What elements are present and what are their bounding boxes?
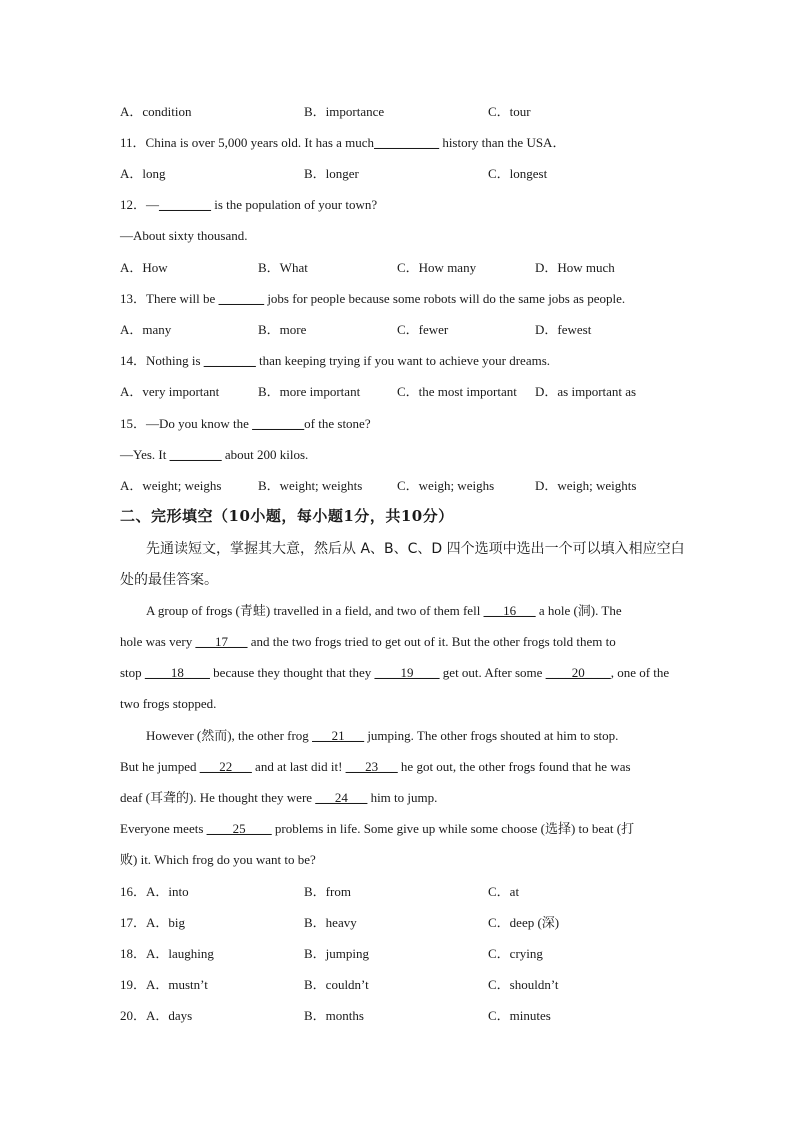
q12-blank: ________ [159, 197, 212, 212]
q12-option-c: C．How many [397, 260, 477, 275]
q18-option-c: C．crying [488, 946, 543, 961]
q11-option-b: B．longer [304, 166, 359, 181]
section-instruction: 先通读短文，掌握其大意，然后从 A、B、C、D 四个选项中选出一个可以填入相应空白 [146, 541, 685, 557]
passage-line: However (然而), the other frog ___21___ jumping. The other frogs shouted at him to stop. [146, 728, 619, 743]
passage-line: 败) it. Which frog do you want to be? [120, 852, 316, 867]
q13-option-a: A．many [120, 322, 172, 337]
q15-answer-line: —Yes. It ________ about 200 kilos. [120, 447, 309, 462]
q10-option-a: A．condition [120, 104, 192, 119]
q11-blank: __________ [374, 135, 440, 150]
q15-stem: 15．—Do you know the ________of the stone? [120, 416, 371, 431]
passage-line: Everyone meets ____25____ problems in life. Some give up while some choose (选择) to beat (打 [120, 821, 635, 836]
q16-option-b: B．from [304, 884, 351, 899]
q20-option-b: B．months [304, 1008, 364, 1023]
q17-option-b: B．heavy [304, 915, 357, 930]
q15-blank-1: ________ [252, 416, 305, 431]
q12-option-d: D．How much [535, 260, 615, 275]
q15-blank-2: ________ [169, 447, 222, 462]
blank-25: ____25____ [206, 821, 272, 836]
q12-answer-line: —About sixty thousand. [120, 228, 248, 243]
q15-option-a: A．weight; weighs [120, 478, 222, 493]
q13-blank: _______ [218, 291, 265, 306]
q12-option-b: B．What [258, 260, 308, 275]
passage-line: two frogs stopped. [120, 696, 217, 711]
blank-24: ___24___ [315, 790, 368, 805]
q15-option-b: B．weight; weights [258, 478, 363, 493]
q15-option-c: C．weigh; weighs [397, 478, 495, 493]
q17-option-a: 17．A．big [120, 915, 186, 930]
q19-option-c: C．shouldn’t [488, 977, 559, 992]
q20-option-a: 20．A．days [120, 1008, 193, 1023]
q13-option-c: C．fewer [397, 322, 449, 337]
q13-stem: 13．There will be _______ jobs for people because some robots will do the same jobs as people. [120, 291, 626, 306]
q19-option-b: B．couldn’t [304, 977, 369, 992]
q14-stem: 14．Nothing is ________ than keeping trying if you want to achieve your dreams. [120, 353, 551, 368]
q11-option-a: A．long [120, 166, 166, 181]
passage-line: A group of frogs (青蛙) travelled in a field, and two of them fell ___16___ a hole (洞). The [146, 603, 622, 618]
passage-line: stop ____18____ because they thought that they ____19____ get out. After some ____20____, one of the [120, 665, 670, 680]
section-instruction-continued: 处的最佳答案。 [120, 572, 218, 588]
blank-19: ____19____ [374, 665, 440, 680]
q16-option-a: 16．A．into [120, 884, 189, 899]
q11-stem: 11．China is over 5,000 years old. It has a much__________ history than the USA． [120, 135, 566, 150]
q14-option-a: A．very important [120, 384, 220, 399]
blank-16: ___16___ [483, 603, 536, 618]
blank-17: ___17___ [195, 634, 248, 649]
q14-blank: ________ [203, 353, 256, 368]
q16-option-c: C．at [488, 884, 520, 899]
q15-option-d: D．weigh; weights [535, 478, 637, 493]
passage-line: But he jumped ___22___ and at last did it! ___23___ he got out, the other frogs found that he was [120, 759, 631, 774]
q12-option-a: A．How [120, 260, 168, 275]
section-heading: 二、完形填空（10小题，每小题1分，共10分） [120, 507, 454, 525]
blank-20: ____20____ [545, 665, 611, 680]
q17-option-c: C．deep (深) [488, 915, 560, 930]
q11-option-c: C．longest [488, 166, 548, 181]
q14-option-d: D．as important as [535, 384, 637, 399]
q14-option-c: C．the most important [397, 384, 517, 399]
q14-option-b: B．more important [258, 384, 361, 399]
blank-23: ___23___ [345, 759, 398, 774]
passage-line: deaf (耳聋的). He thought they were ___24___ him to jump. [120, 790, 438, 805]
blank-21: ___21___ [312, 728, 365, 743]
q13-option-d: D．fewest [535, 322, 592, 337]
q13-option-b: B．more [258, 322, 307, 337]
blank-22: ___22___ [199, 759, 252, 774]
q12-stem: 12．—________ is the population of your town? [120, 197, 378, 212]
q10-option-b: B．importance [304, 104, 385, 119]
blank-18: ____18____ [144, 665, 210, 680]
q18-option-a: 18．A．laughing [120, 946, 214, 961]
q18-option-b: B．jumping [304, 946, 370, 961]
q10-option-c: C．tour [488, 104, 531, 119]
q20-option-c: C．minutes [488, 1008, 551, 1023]
q19-option-a: 19．A．mustn’t [120, 977, 208, 992]
passage-line: hole was very ___17___ and the two frogs tried to get out of it. But the other frogs told them to [120, 634, 616, 649]
